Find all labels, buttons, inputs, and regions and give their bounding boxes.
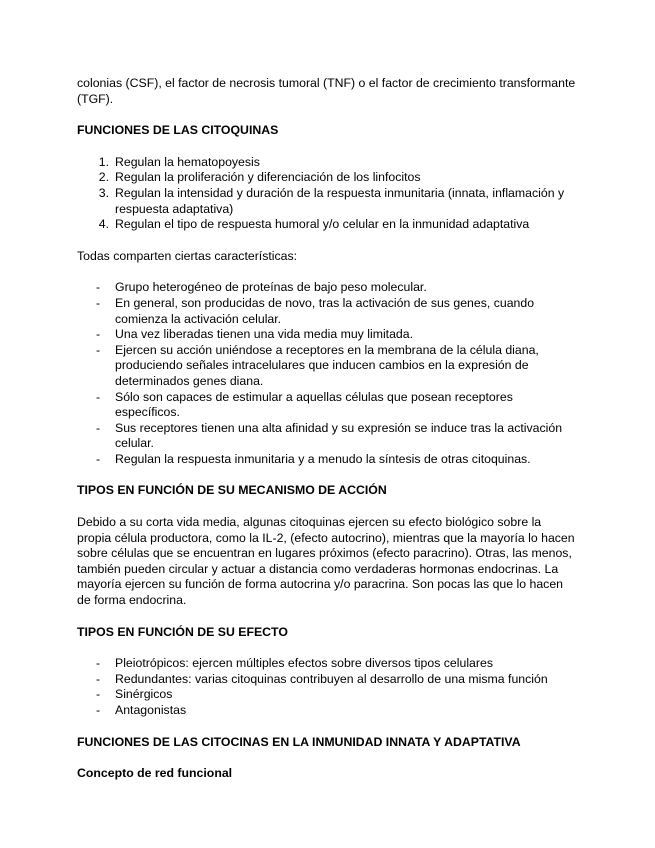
list-item [77, 687, 577, 703]
immunity-heading: FUNCIONES DE LAS CITOCINAS EN LA INMUNIDAD INNATA Y ADAPTATIVA [77, 734, 521, 749]
list-item-text: Regulan la proliferación y diferenciación de los linfocitos [115, 170, 421, 185]
list-item [77, 421, 577, 452]
characteristics-list [77, 280, 577, 467]
list-item [77, 170, 577, 186]
list-item [77, 186, 577, 217]
list-item-text: Pleiotrópicos: ejercen múltiples efectos sobre diversos tipos celulares [115, 656, 493, 671]
effect-list [77, 656, 577, 718]
list-marker: - [96, 420, 101, 435]
list-item [77, 656, 577, 672]
list-item [77, 703, 577, 719]
functional-network-subheading: Concepto de red funcional [77, 766, 233, 781]
list-item [77, 343, 577, 390]
list-item-text: Redundantes: varias citoquinas contribuyen al desarrollo de una misma función [115, 671, 548, 686]
mechanism-paragraph: Debido a su corta vida media, algunas citoquinas ejercen su efecto biológico sobre la propia célula productora, como la IL-2, (efecto autocrino), mientras que la mayoría lo hacen sobre células que se encuentran en lugares próximos (efecto paracrino). Otras, las menos, también pueden circular y actuar a distancia como verdaderas hormonas endocrinas. La mayoría ejercen su función de forma autocrina y/o paracrina. Son pocas las que lo hacen de forma endocrina. [77, 515, 575, 608]
list-marker: - [96, 451, 101, 466]
intro-paragraph: colonias (CSF), el factor de necrosis tumoral (TNF) o el factor de crecimiento transformante (TGF). [77, 76, 576, 106]
list-item-text: Regulan la respuesta inmunitaria y a menudo la síntesis de otras citoquinas. [115, 451, 531, 466]
list-item-text: Regulan la hematopoyesis [115, 154, 260, 169]
characteristics-intro: Todas comparten ciertas características: [77, 248, 298, 263]
list-marker: - [96, 671, 101, 686]
list-item [77, 155, 577, 171]
mechanism-heading: TIPOS EN FUNCIÓN DE SU MECANISMO DE ACCIÓN [77, 483, 387, 498]
list-item-text: Grupo heterogéneo de proteínas de bajo peso molecular. [115, 280, 427, 295]
list-item-text: Regulan el tipo de respuesta humoral y/o celular en la inmunidad adaptativa [115, 217, 530, 232]
list-marker: 2. [98, 170, 109, 185]
list-marker: - [96, 327, 101, 342]
list-item [77, 452, 577, 468]
list-marker: - [96, 656, 101, 671]
list-marker: 4. [98, 217, 109, 232]
list-item-text: Ejercen su acción uniéndose a receptores en la membrana de la célula diana, produciendo señales intracelulares que inducen cambios en la expresión de determinados genes diana. [115, 342, 539, 388]
list-marker: 3. [98, 185, 109, 200]
list-item [77, 280, 577, 296]
effect-heading: TIPOS EN FUNCIÓN DE SU EFECTO [77, 624, 288, 639]
list-item [77, 217, 577, 233]
document-page [77, 76, 577, 782]
list-marker: - [96, 389, 101, 404]
list-item [77, 327, 577, 343]
list-marker: - [96, 687, 101, 702]
list-item-text: Sinérgicos [115, 687, 173, 702]
list-item-text: En general, son producidas de novo, tras la activación de sus genes, cuando comienza la activación celular. [115, 295, 535, 326]
list-marker: 1. [98, 154, 109, 169]
list-marker: - [96, 703, 101, 717]
list-item [77, 672, 577, 688]
functions-list [77, 155, 577, 233]
list-item [77, 296, 577, 327]
list-item-text: Regulan la intensidad y duración de la respuesta inmunitaria (innata, inflamación y respuesta adaptativa) [115, 185, 565, 216]
list-item-text: Una vez liberadas tienen una vida media muy limitada. [115, 327, 414, 342]
list-item-text: Antagonistas [115, 703, 187, 717]
list-marker: - [96, 280, 101, 295]
list-marker: - [96, 295, 101, 310]
list-marker: - [96, 342, 101, 357]
list-item-text: Sólo son capaces de estimular a aquellas células que posean receptores específicos. [115, 389, 513, 420]
functions-heading: FUNCIONES DE LAS CITOQUINAS [77, 123, 279, 138]
list-item [77, 390, 577, 421]
list-item-text: Sus receptores tienen una alta afinidad y su expresión se induce tras la activación celular. [115, 420, 563, 451]
